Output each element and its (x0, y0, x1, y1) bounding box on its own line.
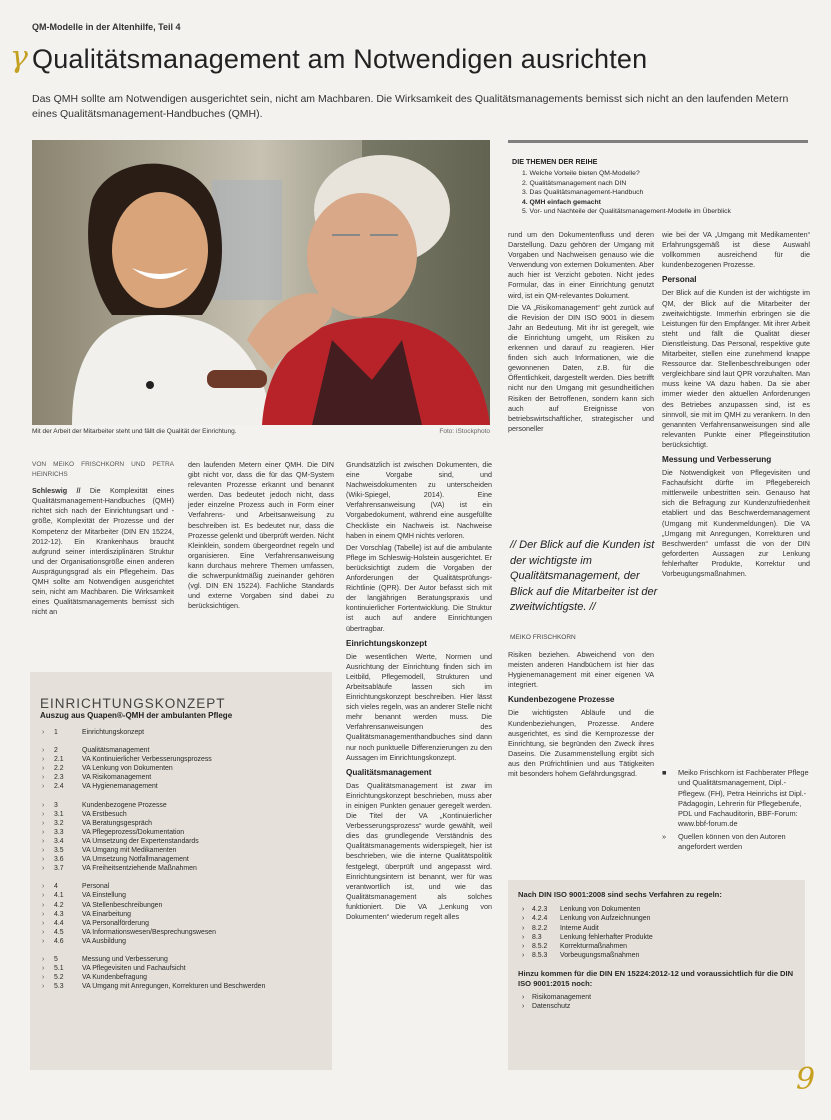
concept-list-item (42, 755, 332, 764)
body-text: wie bei der VA „Umgang mit Medikamenten“ Erfahrungsgemäß ist diese Auswahl vollkommen ausreichend für die kundenbezogenen Prozesse. (662, 230, 810, 270)
subheading: Messung und Verbesserung (662, 454, 772, 464)
iso-list-item (522, 942, 805, 951)
arrow-icon: › (42, 810, 45, 818)
item-label: VA Erstbesuch (82, 810, 127, 818)
item-label: VA Ausbildung (82, 937, 126, 945)
body-text: den laufenden Metern einer QMH. Die DIN gibt nicht vor, dass die für das QM-System relevanten Prozesse erkannt und benannt werden. Das bedeutet jedoch nicht, dass jeder einzelne Prozess auch in Form einer Verfahrens- und Arbeitsanweisung zu beschreiben ist. Es bedeutet nur, dass die Prozesse gelenkt und überprüft werden. Nicht Kleinklein, sondern übergeordnet regeln und organisieren. Eine Verfahrensanweisung kann durchaus mehrere Themen umfassen, die schwerpunktmäßig zueinander gehören (vgl. DIN EN 15224). Fachliche Standards und externe Vorgaben sind dabei zu berücksichtigen. (188, 460, 334, 611)
box-subtitle: Auszug aus Quapen®-QMH der ambulanten Pflege (40, 711, 233, 720)
handwritten-mark: γ (10, 40, 28, 75)
theme-item: 2. Qualitätsmanagement nach DIN (522, 179, 627, 187)
list-spacer (42, 737, 332, 746)
item-number: 4.2.4 (532, 915, 548, 923)
concept-list-item (42, 937, 332, 946)
item-label: VA Einarbeitung (82, 910, 131, 918)
arrow-icon: › (42, 819, 45, 827)
subheading: Einrichtungskonzept (346, 638, 427, 648)
iso-list-item (522, 924, 805, 933)
arrow-icon: › (42, 892, 45, 900)
iso-extra-item (522, 993, 805, 1002)
iso-extra-title: Hinzu kommen für die DIN EN 15224:2012-12 und voraussichtlich für die DIN ISO 9001:2015 noch: (518, 968, 794, 988)
item-label: VA Umgang mit Medikamenten (82, 847, 177, 855)
concept-list-item (42, 882, 332, 891)
column-5 (662, 230, 810, 581)
item-label: Datenschutz (532, 1003, 571, 1011)
arrow-icon: › (522, 993, 525, 1001)
item-label: VA Pflegeprozess/Dokumentation (82, 828, 185, 836)
concept-list-item (42, 864, 332, 873)
body-text: Das Qualitätsmanagement ist zwar im Einrichtungskonzept beschrieben, muss aber in einigen Punkten genauer geregelt werden. Die Titel der VA „Kontinuierlicher Verbesserungsprozess“ wurde gewählt, weil dies das grundlegende Verständnis des Qualitätsmanagements widerspiegelt, hier ist beschrieben, wie die interne Qualitätspolitik festgelegt, überprüft und angepasst wird. Einrichtungsintern ist benannt, wer für was verantwortlich ist, und wie das Qualitätsmanagement als solches funktioniert. Die VA „Lenkung von Dokumenten“ wiederum regelt alles (346, 780, 492, 922)
item-number: 5.2 (54, 974, 64, 982)
concept-list-item (42, 810, 332, 819)
iso-title: Nach DIN ISO 9001:2008 sind sechs Verfahren zu regeln: (518, 890, 722, 899)
item-number: 8.3 (532, 933, 542, 941)
article-lead: Das QMH sollte am Notwendigen ausgerichtet sein, nicht am Machbaren. Die Wirksamkeit des Qualitätsmanagements bemisst sich nicht an den laufenden Metern eines Qualitätsmanagement-Handbuches (QMH). (32, 93, 789, 120)
article-photo (32, 140, 490, 425)
dateline: Schleswig // (32, 486, 81, 496)
body-text: Grundsätzlich ist zwischen Dokumenten, die eine Vorgabe sind, und Nachweisdokumenten zu unterscheiden (Wiki-Spiegel, 2014). Eine Verfahrensanweisung (VA) ist ein Vorgabedokument, während eine ausgefüllte Checkliste ein Nachweis ist. Nachweise haben in einem QMH nichts verloren. (346, 460, 492, 540)
item-label: VA Personalförderung (82, 919, 149, 927)
concept-list-item (42, 801, 332, 810)
item-number: 1 (54, 729, 58, 736)
item-label: VA Stellenbeschreibungen (82, 901, 163, 909)
iso-list-item (522, 951, 805, 960)
concept-list-item (42, 910, 332, 919)
list-spacer (42, 946, 332, 955)
item-label: VA Lenkung von Dokumenten (82, 765, 173, 773)
column-1 (32, 460, 174, 619)
arrow-icon: › (42, 919, 45, 927)
square-bullet-icon: ■ (662, 768, 667, 777)
column-3 (346, 460, 492, 924)
item-number: 3.6 (54, 856, 64, 864)
theme-item: 1. Welche Vorteile bieten QM-Modelle? (522, 170, 640, 177)
arrow-icon: › (522, 924, 525, 932)
item-label: Lenkung fehlerhafter Produkte (560, 933, 653, 941)
arrow-icon: › (42, 937, 45, 945)
concept-list-item (42, 828, 332, 837)
body-text: Der Blick auf die Kunden ist der wichtigste im QM, der Blick auf die Mitarbeiter der zweitwichtigste. Immerhin erbringen sie die Leistungen für den Empfänger. Mit ihrer Arbeit steht und fällt die Qualität dieser Dienstleistung. Das Personal, respektive gute Mitarbeiter, stellen eine zunehmend knappe Ressource dar. Stellenbeschreibungen oder vergleichbare sind laut QPR vorzuhalten. Man muss keine VA dazu haben. Da sie aber immer wieder den aktuellen Anforderungen des Betriebes anzupassen sind, ist es sinnvoll, sie mit im QMH zu verankern. In den genannten Verfahrensanweisungen sind alle relevanten Punkte einer Pflegeinstitution berücksichtigt. (662, 288, 810, 449)
item-number: 3.2 (54, 819, 64, 827)
arrow-icon: › (42, 910, 45, 918)
arrow-icon: › (42, 756, 45, 764)
series-themes (508, 140, 808, 226)
column-4 (508, 230, 654, 436)
concept-list-item (42, 964, 332, 973)
concept-list-item (42, 982, 332, 991)
column-4-lower (508, 650, 654, 781)
iso-list-item (522, 933, 805, 942)
concept-list-item (42, 782, 332, 791)
item-number: 5 (54, 955, 58, 963)
body-text: Die wesentlichen Werte, Normen und Ausrichtung der Einrichtung finden sich im Leitbild, Pflegemodell, Strukturen und Arbeitsabläufe lassen sich im Einrichtungskonzept beschreiben. Hier lässt sich vieles regeln, was an anderer Stelle nicht mehr benannt werden muss. Die Verfahrensanweisungen des Qualitätsmanagementhandbuches sind dann nur noch punktuelle Differenzierungen zu den Aussagen im Einrichtungskonzept. (346, 651, 492, 762)
iso-list-item (522, 905, 805, 914)
arrow-icon: › (522, 933, 525, 941)
arrow-icon: › (42, 955, 45, 963)
concept-list-item (42, 901, 332, 910)
item-number: 4.1 (54, 892, 64, 900)
item-number: 2.4 (54, 783, 64, 791)
arrow-icon: › (42, 828, 45, 836)
body-text: Risiken beziehen. Abweichend von den meisten anderen Handbüchern ist hier das Hygienemanagement mit einer eigenen VA integriert. (508, 650, 654, 690)
concept-list-item (42, 728, 332, 737)
theme-item: 5. Vor- und Nachteile der Qualitätsmanagement-Modelle im Überblick (522, 208, 731, 216)
theme-item: 3. Das Qualitätsmanagement-Handbuch (522, 189, 644, 197)
iso-box (508, 880, 805, 1070)
arrow-icon: › (522, 915, 525, 923)
item-number: 3.4 (54, 837, 64, 845)
arrow-icon: › (42, 901, 45, 909)
item-label: VA Risikomanagement (82, 774, 152, 782)
themes-heading: DIE THEMEN DER REIHE (512, 157, 598, 166)
photo-credit: Foto: iStockphoto (439, 428, 490, 435)
item-number: 2.1 (54, 756, 64, 764)
item-number: 3.3 (54, 828, 64, 836)
item-label: VA Umgang mit Anregungen, Korrekturen und Beschwerden (82, 983, 266, 991)
item-number: 8.5.2 (532, 943, 548, 951)
item-label: Kundenbezogene Prozesse (82, 801, 167, 809)
item-number: 5.1 (54, 965, 64, 973)
item-label: Interne Audit (560, 924, 599, 932)
item-label: Einrichtungskonzept (82, 729, 145, 736)
page-number: 9 (796, 1062, 816, 1097)
item-label: VA Einstellung (82, 892, 126, 900)
section-kicker: QM-Modelle in der Altenhilfe, Teil 4 (32, 22, 181, 32)
iso-list-item (522, 914, 805, 923)
author-bio: Meiko Frischkorn ist Fachberater Pflege und Qualitätsmanagement, Dipl.-Pflegew. (FH), Petra Heinrichs ist Dipl.-Pädagogin, Lehrerin für Pflegeberufe, PDL und Fachauditorin, BBF-Forum: www.bbf-forum.de (678, 768, 809, 829)
concept-list-item (42, 846, 332, 855)
item-number: 4.2 (54, 901, 64, 909)
concept-list-item (42, 973, 332, 982)
item-number: 3.1 (54, 810, 64, 818)
concept-list-item (42, 837, 332, 846)
arrow-icon: › (522, 906, 525, 913)
arrow-icon: › (42, 747, 45, 755)
theme-item-current: 4. QMH einfach gemacht (522, 198, 601, 206)
concept-list (30, 728, 332, 991)
arrow-icon: » (662, 831, 667, 841)
item-number: 4 (54, 883, 58, 891)
arrow-icon: › (42, 865, 45, 873)
concept-list-item (42, 855, 332, 864)
column-2 (188, 460, 334, 613)
item-label: Lenkung von Dokumenten (560, 906, 641, 913)
arrow-icon: › (42, 928, 45, 936)
item-label: VA Umsetzung der Expertenstandards (82, 837, 199, 845)
arrow-icon: › (522, 943, 525, 951)
item-label: VA Beratungsgespräch (82, 819, 152, 827)
concept-list-item (42, 746, 332, 755)
subheading: Qualitätsmanagement (346, 767, 432, 777)
item-label: VA Kundenbefragung (82, 974, 148, 982)
item-number: 2.2 (54, 765, 64, 773)
concept-list-item (42, 955, 332, 964)
item-number: 2 (54, 747, 58, 755)
arrow-icon: › (42, 837, 45, 845)
item-number: 5.3 (54, 983, 64, 991)
item-label: Vorbeugungsmaßnahmen (560, 952, 640, 960)
arrow-icon: › (42, 847, 45, 855)
item-label: Qualitätsmanagement (82, 747, 150, 755)
item-label: VA Kontinuierlicher Verbesserungsprozess (82, 756, 212, 764)
item-number: 2.3 (54, 774, 64, 782)
body-text: Die wichtigsten Abläufe und die Kundenbeziehungen, Prozesse. Andere ausgerichtet, es sind die Kernprozesse der Einrichtung, sie begründen den Zweck ihres Daseins. Die Zusammenstellung ergibt sich aus den Prüfrichtlinien und aus Tätigkeiten mit besonders hohem Gefährdungsgrad. (508, 708, 654, 779)
arrow-icon: › (522, 952, 525, 960)
article-title: Qualitätsmanagement am Notwendigen ausrichten (32, 44, 648, 74)
iso-extra-list (508, 993, 805, 1012)
item-label: Korrekturmaßnahmen (560, 943, 628, 951)
item-number: 3.5 (54, 847, 64, 855)
box-title: EINRICHTUNGSKONZEPT (40, 696, 226, 711)
body-text: Die Komplexität eines Qualitätsmanagement-Handbuches (QMH) richtet sich nach der Einrichtungsart und -größe, Komplexität der Prozesse und der Kompetenz der Mitarbeiter (DIN EN 15224, 2012-12). Ein Krankenhaus braucht aufgrund seiner interdisziplinären Struktur und der Organisationsgröße einen anderen Ausprägungsgrad als ein Pflegeheim. Das QMH sollte am Notwendigen ausgerichtet sein, nicht am Machbaren. Die Wirksamkeit eines Qualitätsmanagements bemisst sich nicht an (32, 486, 175, 617)
pull-quote: // Der Blick auf die Kunden ist der wichtigste im Qualitätsmanagement, der Blick auf die Mitarbeiter ist der zweitwichtigste. // (510, 539, 658, 613)
item-number: 3.7 (54, 865, 64, 873)
concept-list-item (42, 764, 332, 773)
concept-list-item (42, 928, 332, 937)
arrow-icon: › (42, 965, 45, 973)
item-label: Messung und Verbesserung (82, 955, 168, 963)
item-number: 4.5 (54, 928, 64, 936)
item-number: 4.4 (54, 919, 64, 927)
quote-source: MEIKO FRISCHKORN (510, 634, 576, 641)
author-info (662, 768, 812, 854)
arrow-icon: › (522, 1003, 525, 1011)
themes-rule (508, 140, 808, 143)
iso-list (508, 905, 805, 961)
item-label: Lenkung von Aufzeichnungen (560, 915, 651, 923)
item-label: Personal (82, 883, 110, 891)
concept-list-item (42, 891, 332, 900)
concept-box (30, 672, 332, 1070)
byline: VON MEIKO FRISCHKORN UND PETRA HEINRICHS (32, 461, 174, 479)
arrow-icon: › (42, 801, 45, 809)
photo-caption: Mit der Arbeit der Mitarbeiter steht und fällt die Qualität der Einrichtung. (32, 428, 237, 435)
item-number: 4.3 (54, 910, 64, 918)
concept-list-item (42, 819, 332, 828)
item-number: 4.6 (54, 937, 64, 945)
list-spacer (42, 873, 332, 882)
body-text: Der Vorschlag (Tabelle) ist auf die ambulante Pflege im Schleswig-Holstein ausgerichtet. Er berücksichtigt zudem die Vorgaben der Anforderungen der Qualitätsprüfungs-Richtlinie (QPR). Der Autor befasst sich mit der langjährigen Beratungspraxis und kontinuierlicher Fortentwicklung. Die Struktur ist auch auf andere Einrichtungen übertragbar. (346, 542, 492, 633)
item-label: VA Hygienemanagement (82, 783, 158, 791)
item-number: 8.5.3 (532, 952, 548, 960)
item-label: VA Informationswesen/Besprechungswesen (82, 928, 216, 936)
item-number: 8.2.2 (532, 924, 548, 932)
item-label: VA Freiheitsentziehende Maßnahmen (82, 865, 197, 873)
subheading: Personal (662, 275, 697, 285)
iso-extra-item (522, 1002, 805, 1011)
item-number: 4.2.3 (532, 906, 548, 913)
arrow-icon: › (42, 774, 45, 782)
sources-note: Quellen können von den Autoren angefordert werden (678, 831, 786, 852)
body-text: rund um den Dokumentenfluss und deren Darstellung. Dazu gehören der Umgang mit Vorgaben und Nachweisen genauso wie die Verwendung von externen Dokumenten. Aber auch hier ist Verzicht geboten. Nicht jedes Formular, das in einer Einrichtung genutzt wird, ist ein QM-relevantes Dokument. (508, 230, 654, 300)
subheading: Kundenbezogene Prozesse (508, 695, 615, 705)
item-label: VA Pflegevisiten und Fachaufsicht (82, 965, 186, 973)
item-label: Risikomanagement (532, 993, 591, 1001)
concept-list-item (42, 773, 332, 782)
arrow-icon: › (42, 729, 45, 736)
concept-list-item (42, 919, 332, 928)
body-text: Die Notwendigkeit von Pflegevisiten und Fachaufsicht dürfte im Pflegebereich mittlerweile unbestritten sein. Genauso hat sich die Befragung zur Kundenzufriedenheit etabliert und das Beschwerdemanagement (Umgang mit Kundenmeldungen). Die VA „Umgang mit Anregungen, Korrekturen und Beschwerden“ umfasst die von der DIN geforderten Aussagen zur Lenkung fehlerhafter Produkte, Korrektur und Vorbeugungsmaßnahmen. (662, 468, 810, 578)
arrow-icon: › (42, 883, 45, 891)
arrow-icon: › (42, 974, 45, 982)
arrow-icon: › (42, 783, 45, 791)
item-label: VA Umsetzung Notfallmanagement (82, 856, 189, 864)
arrow-icon: › (42, 983, 45, 991)
item-number: 3 (54, 801, 58, 809)
body-text: Die VA „Risikomanagement“ geht zurück auf die Revision der DIN ISO 9001 in diesem Jahr an Bedeutung. Mit ihr ist geregelt, wie die Einrichtung umgeht, um Risiken zu erkennen und darauf zu reagieren. Hier finden sich auch Informationen, wie die gewonnenen Daten, z.B. für die Öffentlichkeit, dargestellt werden. Dies betrifft nicht nur den Umgang mit gesundheitlichen Risiken der Betroffenen, sondern kann sich auch auf Ereignisse von betriebswirtschaftlicher, strategischer und personeller (508, 302, 654, 433)
arrow-icon: › (42, 856, 45, 864)
photo-illustration (32, 140, 490, 425)
list-spacer (42, 792, 332, 801)
arrow-icon: › (42, 765, 45, 773)
